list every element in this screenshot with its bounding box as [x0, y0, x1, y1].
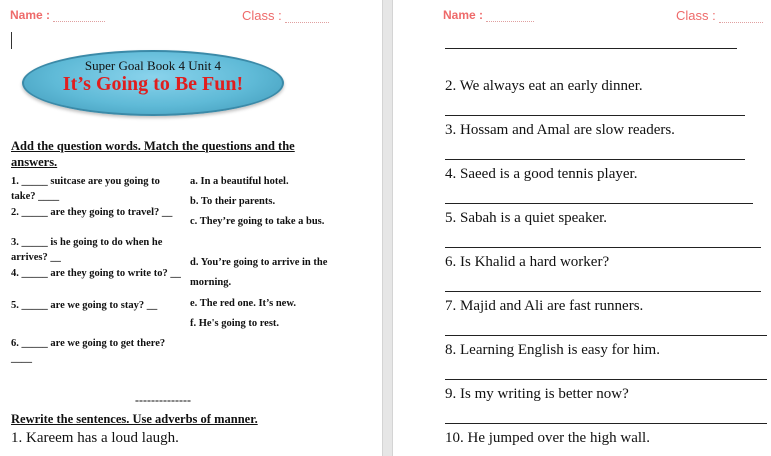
name-blank[interactable]	[53, 11, 105, 22]
sentence-7: 7. Majid and Ali are fast runners.	[445, 298, 644, 314]
answer-line-2[interactable]	[445, 115, 745, 116]
answer-line-5[interactable]	[445, 247, 761, 248]
page-gutter	[382, 0, 393, 456]
section-separator: --------------	[135, 393, 191, 407]
sentence-10: 10. He jumped over the high wall.	[445, 430, 650, 446]
sentence-1: 1. Kareem has a loud laugh.	[11, 430, 179, 446]
sentence-2: 2. We always eat an early dinner.	[445, 78, 643, 94]
class-label: Class :	[242, 8, 282, 23]
answer-line-1[interactable]	[445, 48, 737, 49]
name-field-right[interactable]	[443, 8, 534, 22]
answer-line-8[interactable]	[445, 379, 767, 380]
worksheet-page-left	[0, 0, 382, 456]
answer-line-9[interactable]	[445, 423, 767, 424]
text-cursor	[11, 32, 12, 49]
answer-line-3[interactable]	[445, 159, 745, 160]
question-4: 4. _____ are they going to write to? __	[11, 268, 181, 279]
question-1: 1. _____ suitcase are you going to take? ____	[11, 176, 160, 202]
question-6: 6. _____ are we going to get there?____	[11, 338, 166, 364]
instruction-match-cont: answers.	[11, 155, 58, 169]
answer-e: e. The red one. It’s new.	[190, 298, 296, 309]
answer-line-7[interactable]	[445, 335, 767, 336]
class-field-right[interactable]	[676, 8, 763, 23]
name-label: Name :	[10, 8, 51, 22]
class-blank[interactable]	[285, 12, 329, 23]
book-unit-title: Super Goal Book 4 Unit 4	[84, 58, 222, 73]
name-field[interactable]	[10, 8, 105, 22]
answer-b: b. To their parents.	[190, 196, 276, 207]
instruction-match: Add the question words. Match the questions and the	[11, 139, 295, 153]
sentence-9: 9. Is my writing is better now?	[445, 386, 629, 402]
question-5: 5. _____ are we going to stay? __	[11, 300, 158, 311]
sentence-4: 4. Saeed is a good tennis player.	[445, 166, 638, 182]
unit-title: It’s Going to Be Fun!	[62, 73, 244, 95]
answer-d: d. You’re going to arrive in the morning.	[190, 257, 328, 288]
answer-c: c. They’re going to take a bus.	[190, 216, 325, 227]
answer-line-6[interactable]	[445, 291, 761, 292]
question-2: 2. _____ are they going to travel? __	[11, 207, 173, 218]
question-3: 3. _____ is he going to do when he arrives? __	[11, 237, 163, 263]
answer-line-4[interactable]	[445, 203, 753, 204]
name-label-right: Name :	[443, 8, 484, 22]
name-blank-right[interactable]	[486, 11, 534, 22]
answer-a: a. In a beautiful hotel.	[190, 176, 289, 187]
worksheet-page-right	[393, 0, 771, 456]
sentence-3: 3. Hossam and Amal are slow readers.	[445, 122, 675, 138]
sentence-8: 8. Learning English is easy for him.	[445, 342, 660, 358]
sentence-5: 5. Sabah is a quiet speaker.	[445, 210, 608, 226]
instruction-rewrite: Rewrite the sentences. Use adverbs of manner.	[11, 412, 258, 426]
answer-f: f. He's going to rest.	[190, 318, 280, 329]
class-field[interactable]	[242, 8, 329, 23]
sentence-6: 6. Is Khalid a hard worker?	[445, 254, 610, 270]
class-label-right: Class :	[676, 8, 716, 23]
class-blank-right[interactable]	[719, 12, 763, 23]
